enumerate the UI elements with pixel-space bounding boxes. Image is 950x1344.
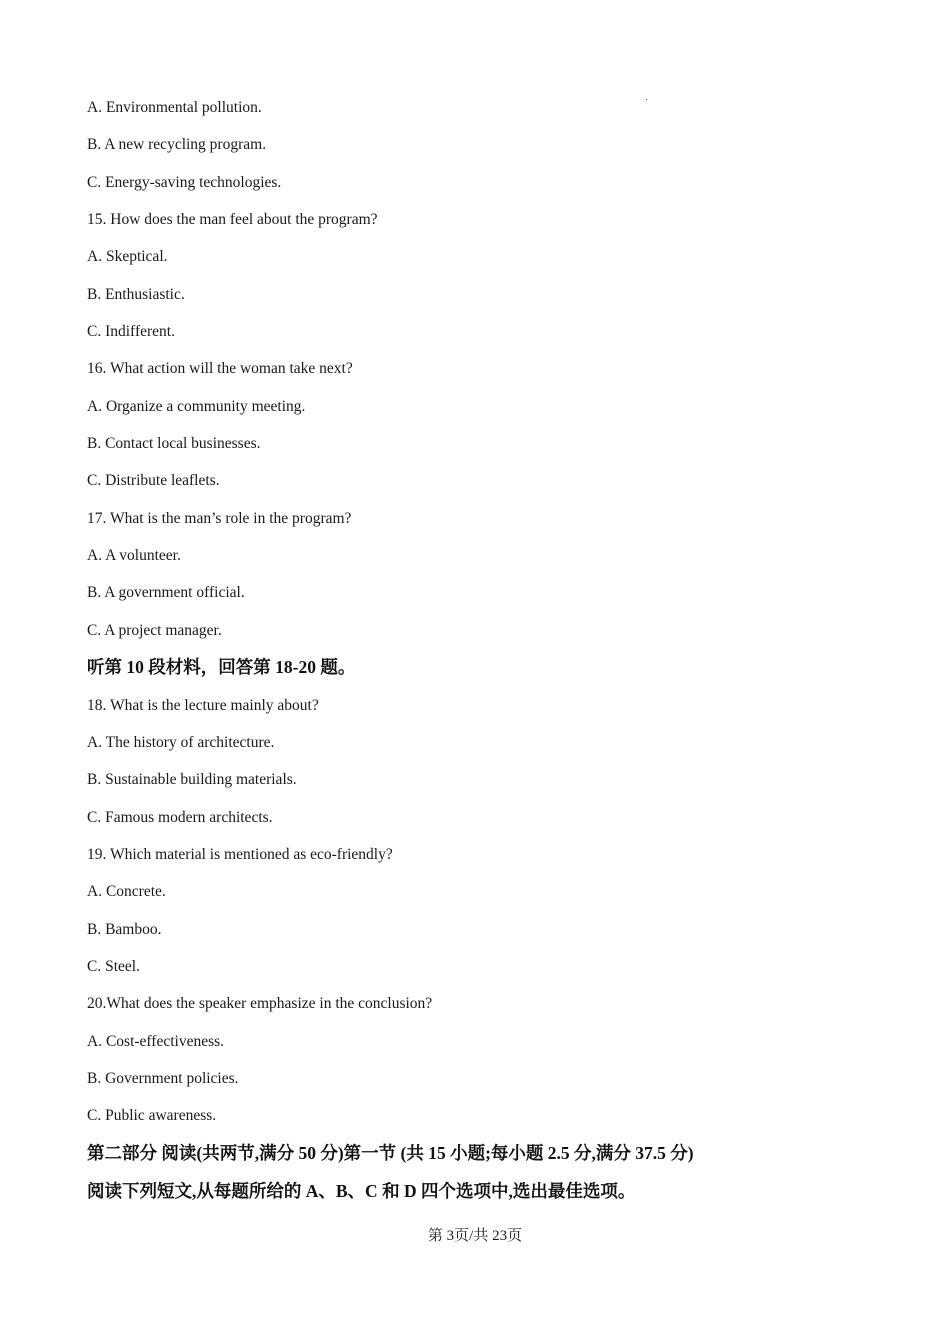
stray-dot	[646, 99, 647, 100]
option-19c: C. Steel.	[87, 958, 140, 975]
option-16c: C. Distribute leaflets.	[87, 472, 220, 489]
question-19: 19. Which material is mentioned as eco-friendly?	[87, 846, 393, 863]
question-16: 16. What action will the woman take next?	[87, 360, 353, 377]
option-17a: A. A volunteer.	[87, 547, 181, 564]
reading-instructions: 阅读下列短文,从每题所给的 A、B、C 和 D 四个选项中,选出最佳选项。	[87, 1181, 636, 1201]
option-20a: A. Cost-effectiveness.	[87, 1033, 225, 1050]
option-20c: C. Public awareness.	[87, 1107, 217, 1124]
section-heading-reading-part: 第二部分 阅读(共两节,满分 50 分)第一节 (共 15 小题;每小题 2.5 分,满分 37.5 分)	[87, 1143, 694, 1163]
option-19b: B. Bamboo.	[87, 921, 162, 938]
option-18c: C. Famous modern architects.	[87, 809, 273, 826]
option-14b: B. A new recycling program.	[87, 136, 267, 153]
option-15b: B. Enthusiastic.	[87, 286, 185, 303]
option-16b: B. Contact local businesses.	[87, 435, 261, 452]
option-17b: B. A government official.	[87, 584, 245, 601]
option-15c: C. Indifferent.	[87, 323, 175, 340]
option-17c: C. A project manager.	[87, 622, 222, 639]
page-number-footer: 第 3页/共 23页	[427, 1228, 523, 1244]
question-20: 20.What does the speaker emphasize in the conclusion?	[87, 995, 433, 1012]
option-18a: A. The history of architecture.	[87, 734, 275, 751]
option-15a: A. Skeptical.	[87, 248, 168, 265]
option-19a: A. Concrete.	[87, 883, 166, 900]
question-15: 15. How does the man feel about the program?	[87, 211, 378, 228]
option-20b: B. Government policies.	[87, 1070, 239, 1087]
question-18: 18. What is the lecture mainly about?	[87, 697, 319, 714]
option-14a: A. Environmental pollution.	[87, 99, 262, 116]
option-16a: A. Organize a community meeting.	[87, 398, 306, 415]
section-heading-material-10: 听第 10 段材料，回答第 18-20 题。	[87, 657, 356, 677]
option-14c: C. Energy-saving technologies.	[87, 174, 282, 191]
option-18b: B. Sustainable building materials.	[87, 771, 297, 788]
question-17: 17. What is the man’s role in the program?	[87, 510, 352, 527]
